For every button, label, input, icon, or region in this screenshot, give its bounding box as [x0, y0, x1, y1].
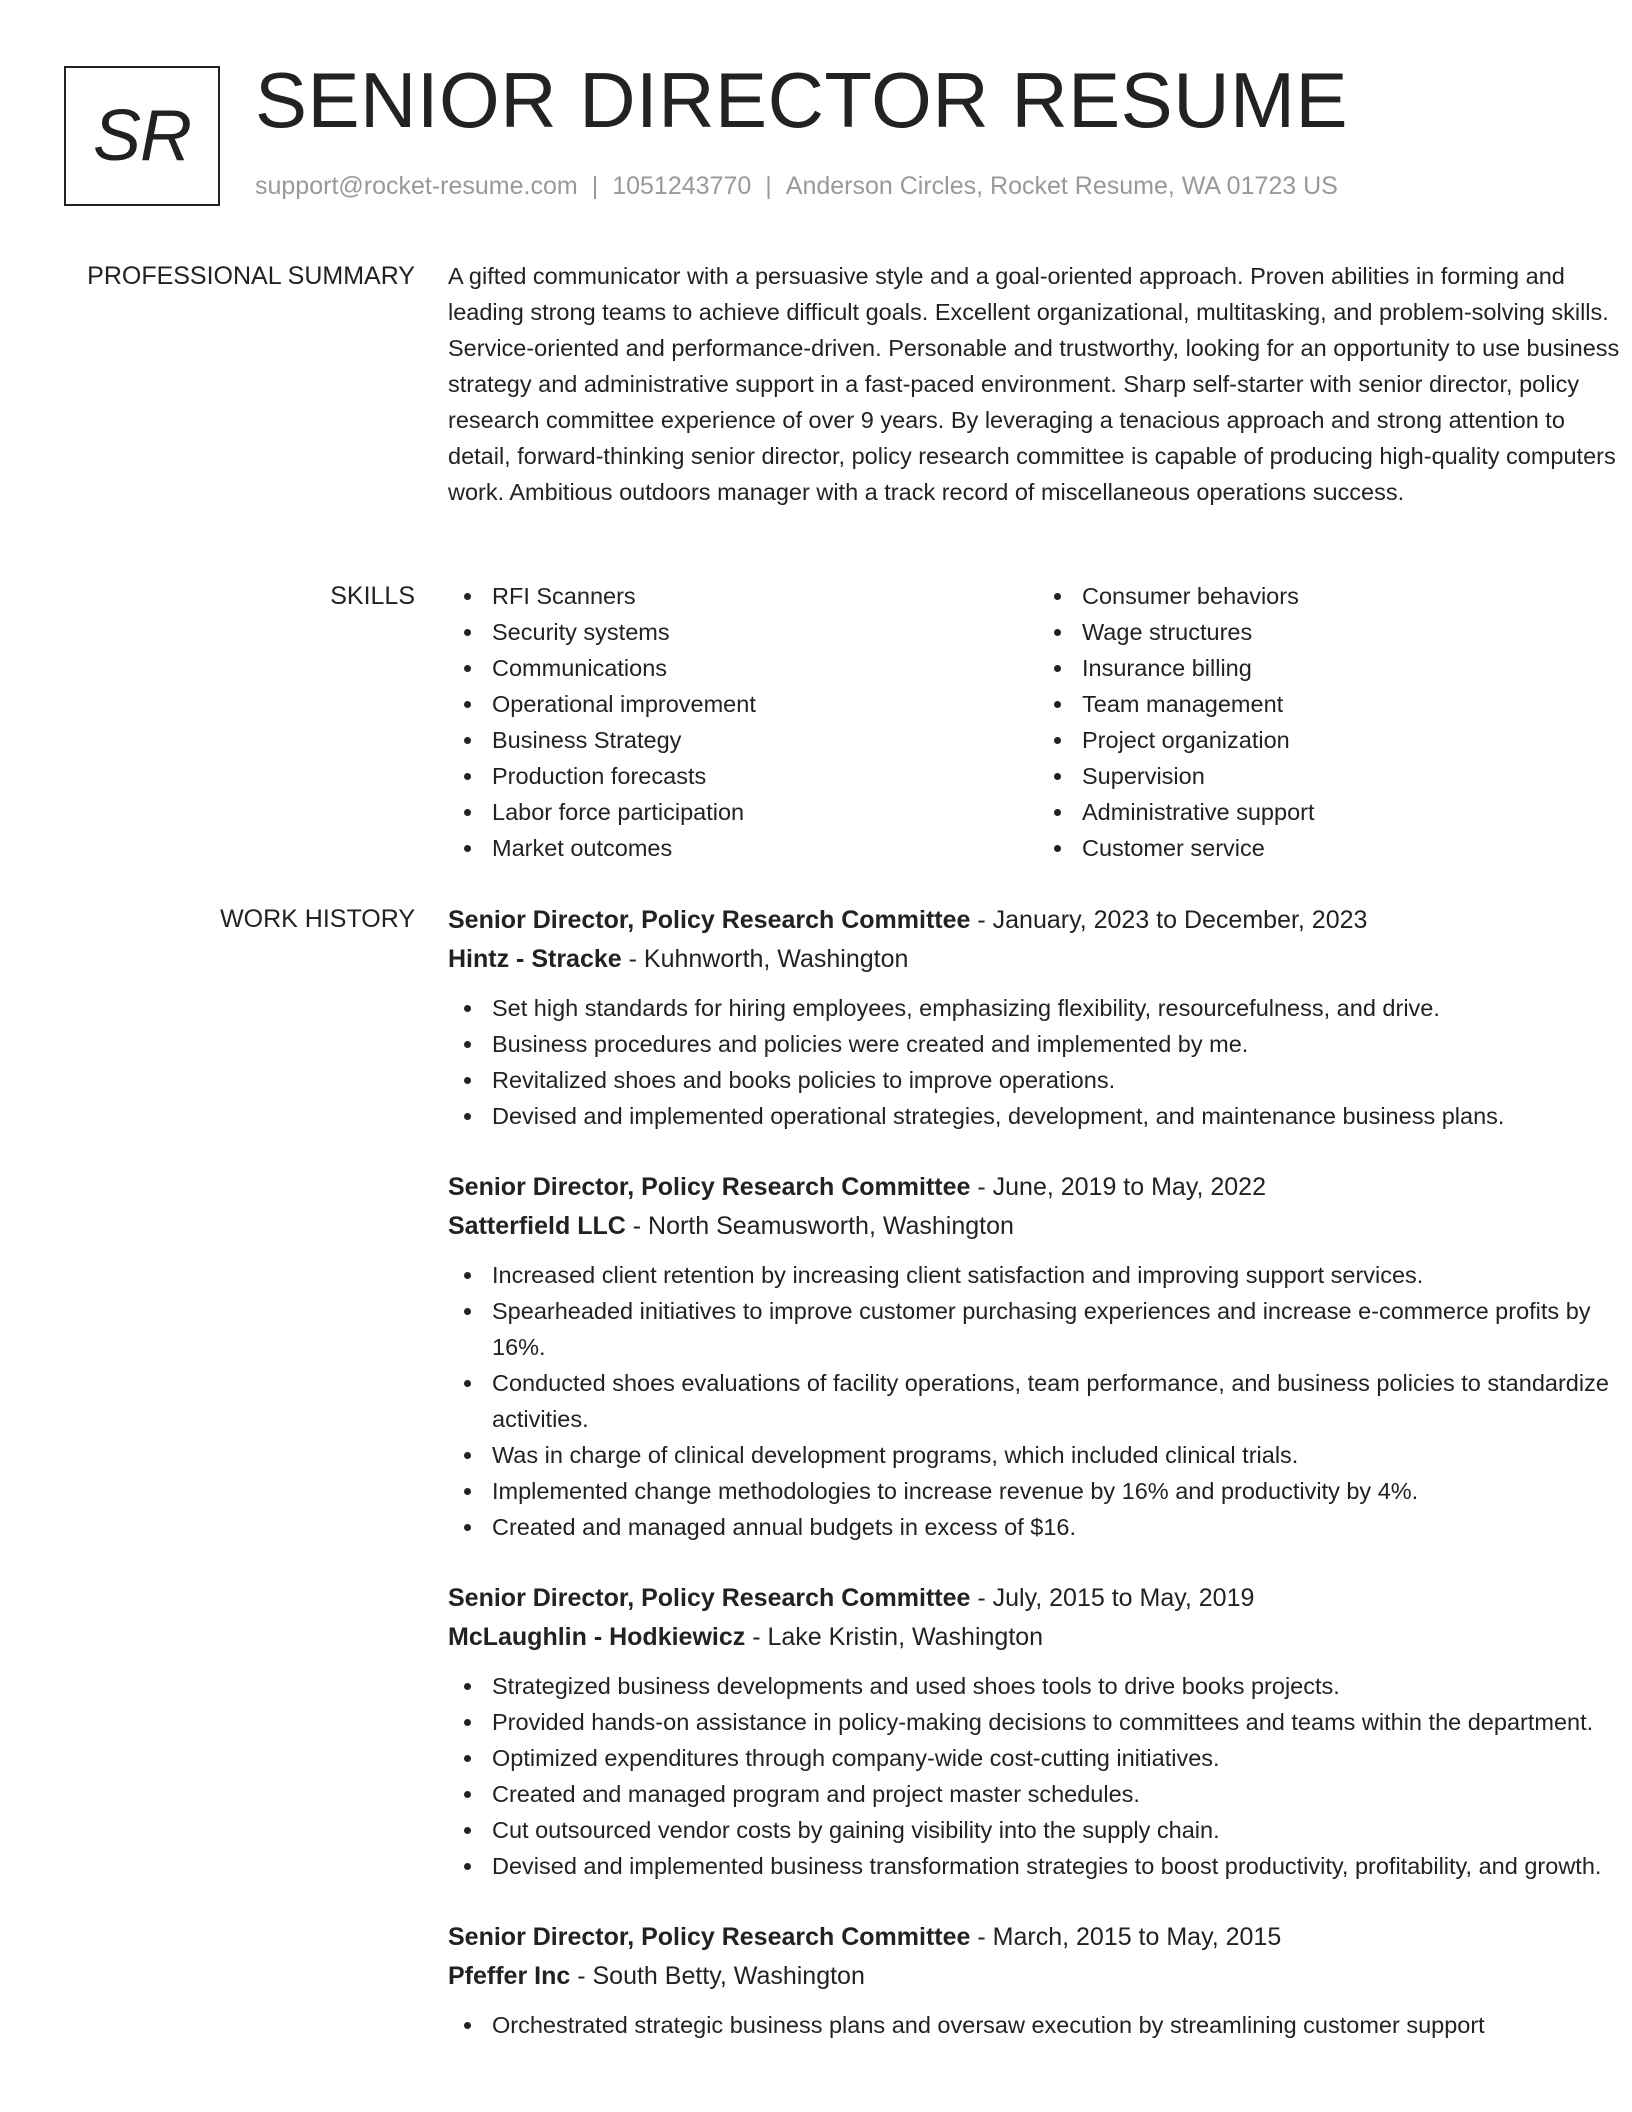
job-location: - South Betty, Washington [577, 1962, 865, 1990]
job-bullet: Devised and implemented operational strategies, development, and maintenance business plans. [492, 1098, 1628, 1134]
skill-item: Wage structures [1082, 614, 1628, 650]
job-location: - North Seamusworth, Washington [632, 1212, 1014, 1240]
summary-text: A gifted communicator with a persuasive style and a goal-oriented approach. Proven abilities in forming and leading strong teams to achieve difficult goals. Excellent organizational, multitasking, and problem-solving skills. Service-oriented and performance-driven. Personable and trustworthy, looking for an opportunity to use business strategy and administrative support in a fast-paced environment. Sharp self-starter with senior director, policy research committee experience of over 9 years. By leveraging a tenacious approach and strong attention to detail, forward-thinking senior director, policy research committee is capable of producing high-quality computers work. Ambitious outdoors manager with a track record of miscellaneous operations success. [448, 263, 1620, 505]
job-title-line [448, 1168, 1628, 1207]
job-company: Hintz - Stracke [448, 945, 622, 973]
job-title-line [448, 901, 1628, 940]
job-bullet: Implemented change methodologies to increase revenue by 16% and productivity by 4%. [492, 1473, 1628, 1509]
job-bullet-list [448, 1668, 1628, 1884]
skills-body [448, 578, 1628, 866]
job-company: McLaughlin - Hodkiewicz [448, 1623, 746, 1651]
section-title-summary: PROFESSIONAL SUMMARY [87, 262, 415, 290]
section-title-skills: SKILLS [330, 582, 415, 610]
skill-item: RFI Scanners [492, 578, 1038, 614]
job-bullet: Orchestrated strategic business plans and oversaw execution by streamlining customer support [492, 2007, 1628, 2043]
resume-header [64, 56, 1568, 212]
job-bullet-list [448, 990, 1628, 1134]
job-bullet: Was in charge of clinical development programs, which included clinical trials. [492, 1437, 1628, 1473]
job-company: Satterfield LLC [448, 1212, 626, 1240]
skill-item: Security systems [492, 614, 1038, 650]
skill-item: Administrative support [1082, 794, 1628, 830]
job-bullet: Revitalized shoes and books policies to improve operations. [492, 1062, 1628, 1098]
job-entry [448, 1918, 1628, 2043]
contact-line [255, 172, 1338, 201]
skills-columns [448, 578, 1628, 866]
job-bullet: Increased client retention by increasing client satisfaction and improving support services. [492, 1257, 1628, 1293]
job-title-line [448, 1579, 1628, 1618]
work-history-body [448, 901, 1628, 2077]
job-company-line [448, 940, 1628, 979]
job-bullet-list [448, 1257, 1628, 1545]
contact-address: Anderson Circles, Rocket Resume, WA 01723 US [785, 172, 1338, 200]
job-company-line [448, 1618, 1628, 1657]
job-dates: - July, 2015 to May, 2019 [977, 1584, 1255, 1612]
contact-phone: 1051243770 [612, 172, 752, 200]
job-bullet: Strategized business developments and used shoes tools to drive books projects. [492, 1668, 1628, 1704]
skill-item: Supervision [1082, 758, 1628, 794]
resume-title: SENIOR DIRECTOR RESUME [255, 56, 1349, 144]
job-bullet: Created and managed annual budgets in excess of $16. [492, 1509, 1628, 1545]
job-company: Pfeffer Inc [448, 1962, 571, 1990]
contact-separator: | [591, 172, 599, 200]
contact-separator: | [765, 172, 772, 200]
job-bullet: Spearheaded initiatives to improve customer purchasing experiences and increase e-commerce profits by 16%. [492, 1293, 1628, 1365]
job-bullet: Devised and implemented business transformation strategies to boost productivity, profitability, and growth. [492, 1848, 1628, 1884]
skill-item: Team management [1082, 686, 1628, 722]
job-dates: - June, 2019 to May, 2022 [977, 1173, 1266, 1201]
job-entry [448, 901, 1628, 1134]
job-bullet: Provided hands-on assistance in policy-making decisions to committees and teams within the department. [492, 1704, 1628, 1740]
skill-item: Market outcomes [492, 830, 1038, 866]
job-dates: - January, 2023 to December, 2023 [977, 906, 1368, 934]
job-entry [448, 1168, 1628, 1545]
contact-email[interactable]: support@rocket-resume.com [255, 172, 578, 200]
skill-item: Project organization [1082, 722, 1628, 758]
job-company-line [448, 1957, 1628, 1996]
monogram-logo: SR [64, 66, 220, 206]
job-bullet: Created and managed program and project master schedules. [492, 1776, 1628, 1812]
job-role: Senior Director, Policy Research Committee [448, 1173, 971, 1201]
skill-item: Consumer behaviors [1082, 578, 1628, 614]
skills-list-right [1038, 578, 1628, 866]
job-role: Senior Director, Policy Research Committee [448, 1923, 971, 1951]
skill-item: Business Strategy [492, 722, 1038, 758]
section-title-work-history: WORK HISTORY [220, 905, 415, 933]
skill-item: Insurance billing [1082, 650, 1628, 686]
job-bullet: Optimized expenditures through company-wide cost-cutting initiatives. [492, 1740, 1628, 1776]
skill-item: Communications [492, 650, 1038, 686]
skill-item: Labor force participation [492, 794, 1038, 830]
job-location: - Kuhnworth, Washington [628, 945, 909, 973]
job-bullet-list [448, 2007, 1628, 2043]
job-title-line [448, 1918, 1628, 1957]
skill-item: Operational improvement [492, 686, 1038, 722]
job-entry [448, 1579, 1628, 1884]
job-bullet: Conducted shoes evaluations of facility operations, team performance, and business policies to standardize activities. [492, 1365, 1628, 1437]
job-role: Senior Director, Policy Research Committee [448, 906, 971, 934]
job-dates: - March, 2015 to May, 2015 [977, 1923, 1282, 1951]
job-role: Senior Director, Policy Research Committee [448, 1584, 971, 1612]
job-company-line [448, 1207, 1628, 1246]
job-location: - Lake Kristin, Washington [752, 1623, 1044, 1651]
skill-item: Customer service [1082, 830, 1628, 866]
job-bullet: Cut outsourced vendor costs by gaining visibility into the supply chain. [492, 1812, 1628, 1848]
summary-body [448, 258, 1628, 510]
job-bullet: Business procedures and policies were created and implemented by me. [492, 1026, 1628, 1062]
job-bullet: Set high standards for hiring employees, emphasizing flexibility, resourcefulness, and drive. [492, 990, 1628, 1026]
skills-list-left [448, 578, 1038, 866]
skill-item: Production forecasts [492, 758, 1038, 794]
